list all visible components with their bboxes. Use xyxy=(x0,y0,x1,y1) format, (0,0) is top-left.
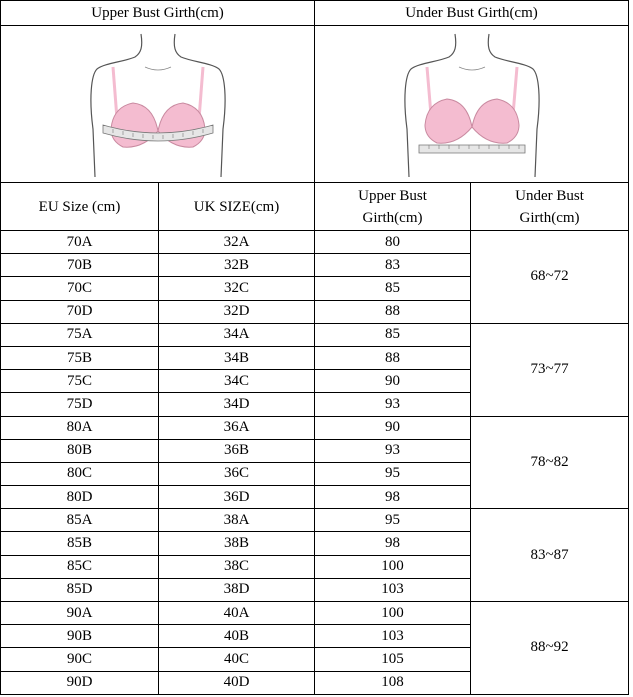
cell-under-bust-range: 73~77 xyxy=(471,323,629,416)
col-header-uk: UK SIZE(cm) xyxy=(159,183,315,231)
cell-eu: 85C xyxy=(1,555,159,578)
cell-eu: 75B xyxy=(1,346,159,369)
cell-upper: 90 xyxy=(315,370,471,393)
cell-uk: 34A xyxy=(159,323,315,346)
cell-uk: 34D xyxy=(159,393,315,416)
cell-upper: 88 xyxy=(315,346,471,369)
cell-upper: 98 xyxy=(315,532,471,555)
cell-eu: 85B xyxy=(1,532,159,555)
cell-eu: 70B xyxy=(1,254,159,277)
cell-upper: 98 xyxy=(315,486,471,509)
cell-upper: 93 xyxy=(315,439,471,462)
illustration-row xyxy=(1,26,629,183)
cell-upper: 100 xyxy=(315,602,471,625)
cell-upper: 93 xyxy=(315,393,471,416)
cell-uk: 32B xyxy=(159,254,315,277)
cell-upper: 83 xyxy=(315,254,471,277)
upper-bust-heading: Upper Bust Girth(cm) xyxy=(1,1,315,26)
bra-under-bust-measure-icon xyxy=(397,29,547,179)
cell-under-bust-range: 68~72 xyxy=(471,231,629,324)
col-header-under: Under Bust Girth(cm) xyxy=(471,183,629,231)
cell-uk: 38D xyxy=(159,578,315,601)
cell-uk: 34B xyxy=(159,346,315,369)
upper-bust-illustration-cell xyxy=(1,26,315,183)
cell-eu: 80D xyxy=(1,486,159,509)
table-row xyxy=(1,602,629,625)
cell-upper: 95 xyxy=(315,509,471,532)
cell-uk: 36B xyxy=(159,439,315,462)
top-header-row xyxy=(1,1,629,26)
cell-uk: 38B xyxy=(159,532,315,555)
cell-eu: 75C xyxy=(1,370,159,393)
cell-eu: 90B xyxy=(1,625,159,648)
cell-upper: 103 xyxy=(315,578,471,601)
under-bust-illustration-cell xyxy=(315,26,629,183)
col-header-eu: EU Size (cm) xyxy=(1,183,159,231)
cell-uk: 32C xyxy=(159,277,315,300)
cell-uk: 38C xyxy=(159,555,315,578)
cell-uk: 32A xyxy=(159,231,315,254)
table-row xyxy=(1,323,629,346)
cell-eu: 85D xyxy=(1,578,159,601)
table-row xyxy=(1,231,629,254)
col-header-upper: Upper Bust Girth(cm) xyxy=(315,183,471,231)
cell-uk: 40D xyxy=(159,671,315,694)
cell-under-bust-range: 88~92 xyxy=(471,602,629,695)
cell-upper: 85 xyxy=(315,323,471,346)
cell-upper: 108 xyxy=(315,671,471,694)
cell-uk: 38A xyxy=(159,509,315,532)
table-row xyxy=(1,509,629,532)
cell-eu: 80C xyxy=(1,462,159,485)
table-row xyxy=(1,416,629,439)
column-header-row xyxy=(1,183,629,231)
cell-eu: 90C xyxy=(1,648,159,671)
cell-upper: 105 xyxy=(315,648,471,671)
cell-under-bust-range: 83~87 xyxy=(471,509,629,602)
cell-upper: 100 xyxy=(315,555,471,578)
cell-uk: 40B xyxy=(159,625,315,648)
cell-eu: 80B xyxy=(1,439,159,462)
cell-eu: 85A xyxy=(1,509,159,532)
cell-eu: 90A xyxy=(1,602,159,625)
cell-eu: 90D xyxy=(1,671,159,694)
cell-eu: 75A xyxy=(1,323,159,346)
cell-upper: 95 xyxy=(315,462,471,485)
cell-upper: 88 xyxy=(315,300,471,323)
cell-uk: 36A xyxy=(159,416,315,439)
cell-uk: 36D xyxy=(159,486,315,509)
cell-eu: 80A xyxy=(1,416,159,439)
cell-upper: 80 xyxy=(315,231,471,254)
cell-eu: 75D xyxy=(1,393,159,416)
cell-upper: 103 xyxy=(315,625,471,648)
cell-eu: 70C xyxy=(1,277,159,300)
cell-eu: 70A xyxy=(1,231,159,254)
cell-eu: 70D xyxy=(1,300,159,323)
under-bust-heading: Under Bust Girth(cm) xyxy=(315,1,629,26)
cell-uk: 40C xyxy=(159,648,315,671)
cell-under-bust-range: 78~82 xyxy=(471,416,629,509)
cell-uk: 32D xyxy=(159,300,315,323)
cell-upper: 90 xyxy=(315,416,471,439)
cell-upper: 85 xyxy=(315,277,471,300)
bra-upper-bust-measure-icon xyxy=(83,29,233,179)
cell-uk: 36C xyxy=(159,462,315,485)
cell-uk: 40A xyxy=(159,602,315,625)
cell-uk: 34C xyxy=(159,370,315,393)
